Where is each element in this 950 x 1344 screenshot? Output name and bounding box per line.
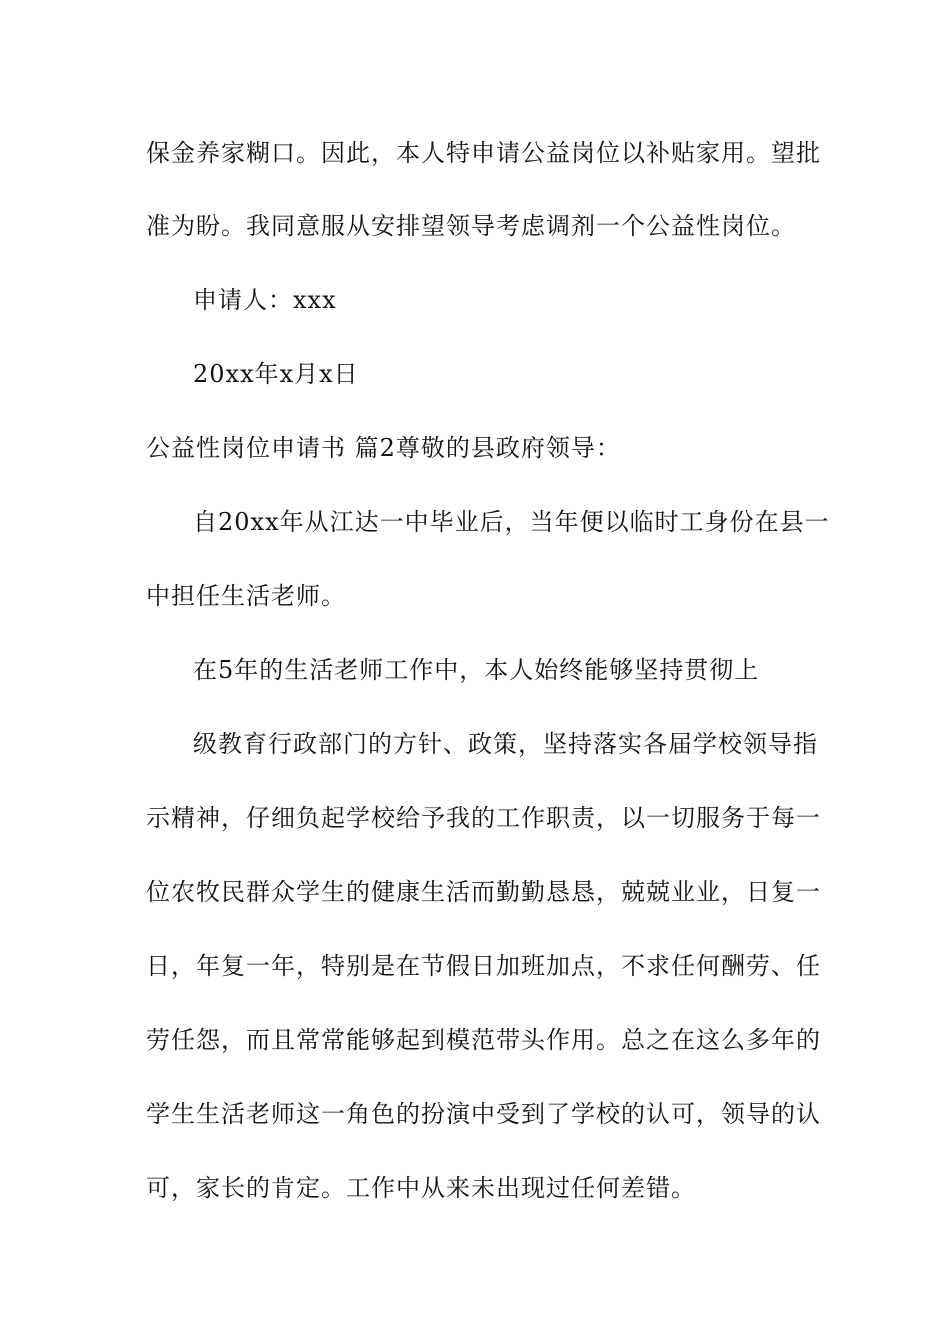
text-line: 学生生活老师这一角色的扮演中受到了学校的认可，领导的认 <box>146 1100 821 1128</box>
date-line: 20xx年x月x日 <box>193 360 359 388</box>
text-line: 日，年复一年，特别是在节假日加班加点，不求任何酬劳、任 <box>146 952 821 980</box>
text-line: 劳任怨，而且常常能够起到模范带头作用。总之在这么多年的 <box>146 1026 821 1054</box>
text-line: 示精神，仔细负起学校给予我的工作职责，以一切服务于每一 <box>146 804 821 832</box>
signature-line: 申请人：xxx <box>193 286 337 314</box>
text-line: 中担任生活老师。 <box>146 582 346 610</box>
text-line: 自20xx年从江达一中毕业后，当年便以临时工身份在县一 <box>193 508 830 536</box>
text-line: 在5年的生活老师工作中，本人始终能够坚持贯彻上 <box>193 656 760 684</box>
text-line: 可，家长的肯定。工作中从来未出现过任何差错。 <box>146 1174 696 1202</box>
text-line: 位农牧民群众学生的健康生活而勤勤恳恳，兢兢业业，日复一 <box>146 878 821 906</box>
text-line: 级教育行政部门的方针、政策，坚持落实各届学校领导指 <box>193 730 818 758</box>
section-heading: 公益性岗位申请书 篇2尊敬的县政府领导： <box>146 434 621 462</box>
text-line: 保金养家糊口。因此，本人特申请公益岗位以补贴家用。望批 <box>146 139 821 167</box>
text-line: 准为盼。我同意服从安排望领导考虑调剂一个公益性岗位。 <box>146 212 796 240</box>
